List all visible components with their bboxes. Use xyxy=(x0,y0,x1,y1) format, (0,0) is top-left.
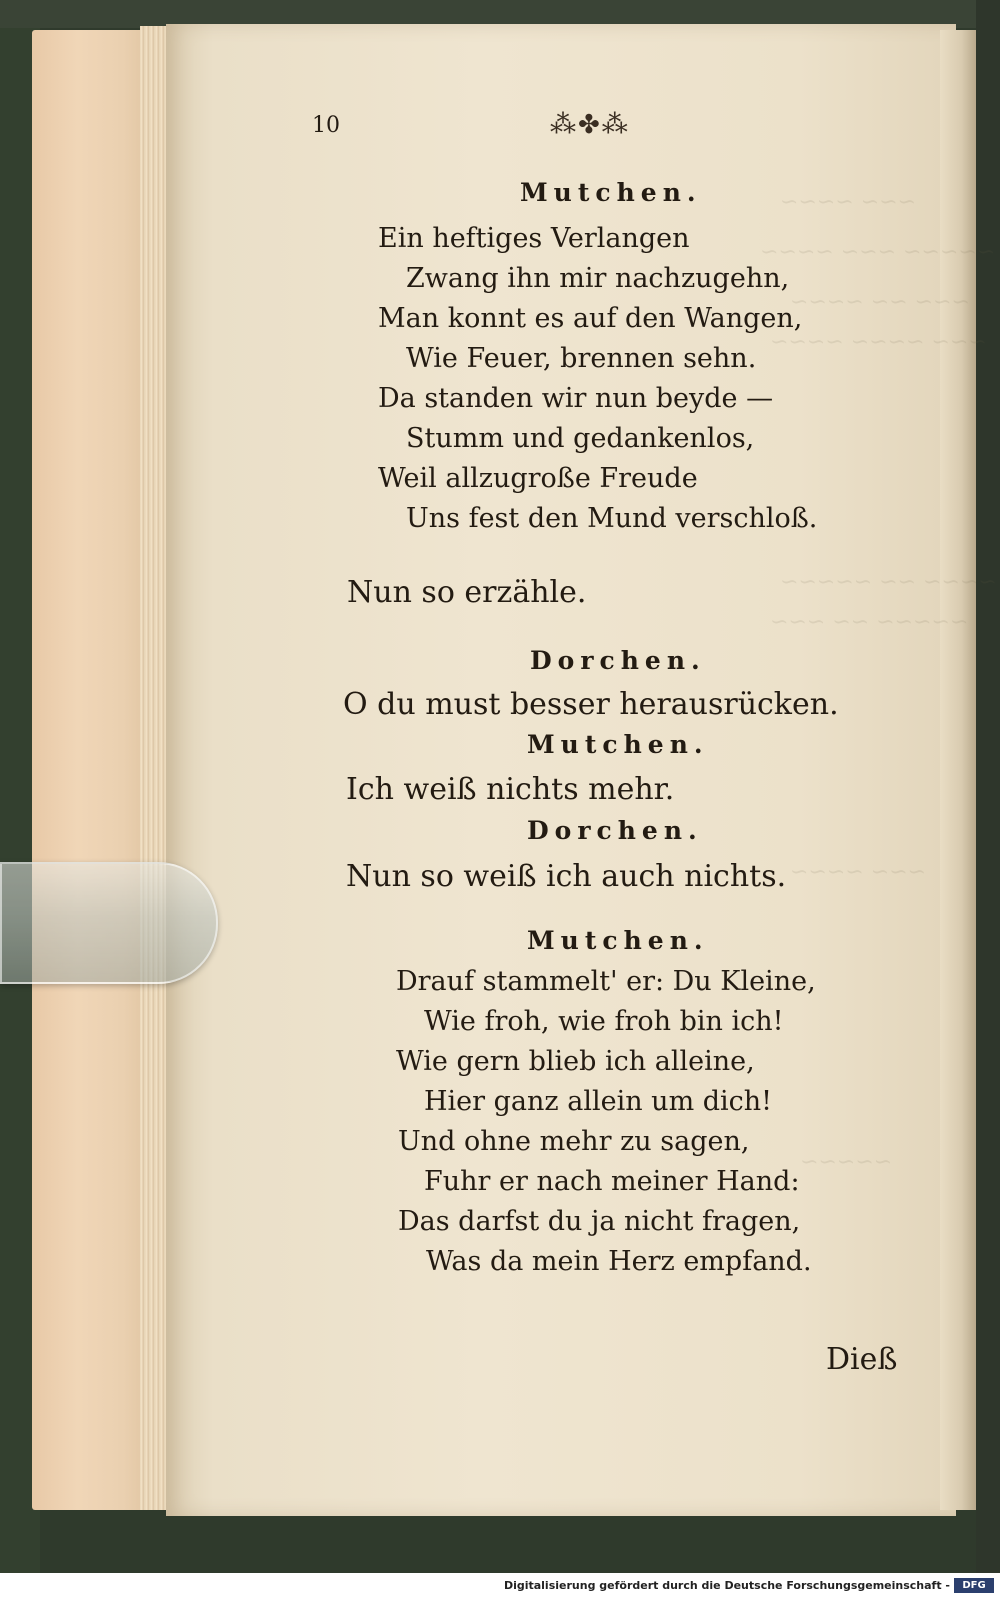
verse-line: Wie Feuer, brennen sehn. xyxy=(406,343,757,374)
verse-line: Hier ganz allein um dich! xyxy=(424,1086,773,1117)
glass-page-weight xyxy=(0,862,218,984)
verse-line: Und ohne mehr zu sagen, xyxy=(398,1126,750,1157)
verse-line: Da standen wir nun beyde — xyxy=(378,383,774,414)
verse-line: Drauf stammelt' er: Du Kleine, xyxy=(396,966,816,997)
bleed-through-text: ~~~~~ xyxy=(800,1150,893,1175)
verse-line: Ein heftiges Verlangen xyxy=(378,223,690,254)
bleed-through-text: ~~~~ ~~ ~~~~~ xyxy=(780,570,997,595)
header-ornament: ⁂✤⁂ xyxy=(550,110,630,140)
verse-line: Fuhr er nach meiner Hand: xyxy=(424,1166,800,1197)
prose-line: Ich weiß nichts mehr. xyxy=(346,772,675,807)
catchword: Dieß xyxy=(826,1342,898,1377)
footer-bar xyxy=(0,1573,1000,1597)
page-number: 10 xyxy=(312,113,340,138)
dfg-logo: DFG xyxy=(954,1578,994,1593)
verse-line: Das darfst du ja nicht fragen, xyxy=(398,1206,801,1237)
bleed-through-text: ~~~ ~~~~ xyxy=(790,860,927,885)
verse-line: Uns fest den Mund verschloß. xyxy=(406,503,818,534)
verse-line: Stumm und gedankenlos, xyxy=(406,423,755,454)
speaker-name: Mutchen. xyxy=(527,730,709,759)
verse-line: Was da mein Herz empfand. xyxy=(426,1246,812,1277)
prose-line: Nun so weiß ich auch nichts. xyxy=(346,859,787,894)
bleed-through-text: ~~~~~ ~~~ ~~~~ xyxy=(760,240,996,265)
verse-line: Weil allzugroße Freude xyxy=(378,463,698,494)
speaker-name: Dorchen. xyxy=(527,816,703,845)
bleed-through-text: ~~~ ~~~~ xyxy=(780,190,917,215)
speaker-name: Dorchen. xyxy=(530,646,706,675)
verse-line: Man konnt es auf den Wangen, xyxy=(378,303,803,334)
speaker-name: Mutchen. xyxy=(520,178,702,207)
bleed-through-text: ~~~~~ ~~ ~~~ xyxy=(770,610,969,635)
bleed-through-text: ~~~ ~~~~ ~~~~ xyxy=(770,330,987,355)
verse-line: Wie froh, wie froh bin ich! xyxy=(424,1006,784,1037)
verse-line: Wie gern blieb ich alleine, xyxy=(396,1046,755,1077)
prose-line: Nun so erzähle. xyxy=(347,575,587,610)
speaker-name: Mutchen. xyxy=(527,926,709,955)
footer-credit: Digitalisierung gefördert durch die Deutsche Forschungsgemeinschaft - xyxy=(503,1579,950,1592)
prose-line: O du must besser herausrücken. xyxy=(343,687,839,722)
bleed-through-text: ~~~ ~~ ~~~~ xyxy=(790,290,970,315)
verse-line: Zwang ihn mir nachzugehn, xyxy=(406,263,790,294)
